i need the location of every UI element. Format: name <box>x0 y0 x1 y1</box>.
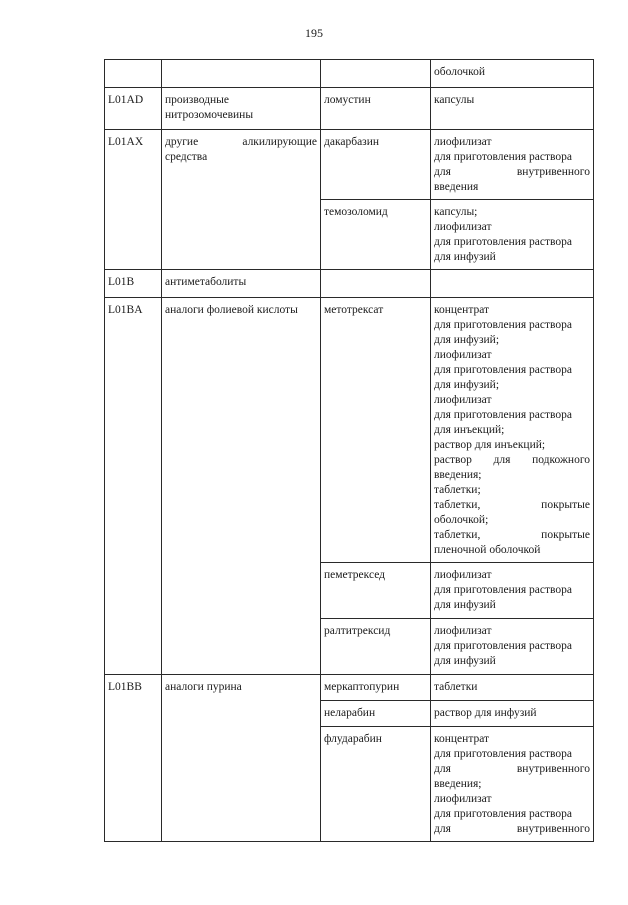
dosage-form-cell: оболочкой <box>431 60 594 88</box>
atc-code-cell: L01AD <box>105 88 162 130</box>
dosage-form-cell <box>431 270 594 298</box>
atc-code-cell <box>105 60 162 88</box>
drug-cell <box>321 270 431 298</box>
table-row <box>105 675 594 701</box>
dosage-form-cell: таблетки <box>431 675 594 701</box>
dosage-form-cell: лиофилизат для приготовления раствора для инфузий <box>431 563 594 619</box>
group-cell <box>162 60 321 88</box>
group-cell: аналоги фолиевой кислоты <box>162 298 321 675</box>
atc-code-cell: L01B <box>105 270 162 298</box>
table-row <box>105 88 594 130</box>
dosage-form-cell: концентрат для приготовления раствора для внутривенного введения; лиофилизат для приготовления раствора для внутривенного <box>431 727 594 842</box>
table-row <box>105 130 594 200</box>
group-cell: антиметаболиты <box>162 270 321 298</box>
drug-cell: дакарбазин <box>321 130 431 200</box>
drug-table <box>104 59 594 842</box>
drug-cell <box>321 60 431 88</box>
group-cell: производные нитрозомочевины <box>162 88 321 130</box>
drug-cell: ралтитрексид <box>321 619 431 675</box>
drug-cell: темозоломид <box>321 200 431 270</box>
drug-cell: неларабин <box>321 701 431 727</box>
group-cell: другие алкилирующие средства <box>162 130 321 270</box>
drug-cell: ломустин <box>321 88 431 130</box>
table-row <box>105 270 594 298</box>
page-number: 195 <box>305 26 323 40</box>
atc-code-cell: L01BA <box>105 298 162 675</box>
table-row <box>105 60 594 88</box>
dosage-form-cell: капсулы <box>431 88 594 130</box>
atc-code-cell: L01AX <box>105 130 162 270</box>
dosage-form-cell: лиофилизат для приготовления раствора для внутривенного введения <box>431 130 594 200</box>
drug-cell: метотрексат <box>321 298 431 563</box>
table-row <box>105 298 594 563</box>
group-cell: аналоги пурина <box>162 675 321 842</box>
dosage-form-cell: лиофилизат для приготовления раствора для инфузий <box>431 619 594 675</box>
dosage-form-cell: капсулы; лиофилизат для приготовления раствора для инфузий <box>431 200 594 270</box>
dosage-form-cell: раствор для инфузий <box>431 701 594 727</box>
drug-cell: флударабин <box>321 727 431 842</box>
dosage-form-cell: концентрат для приготовления раствора для инфузий; лиофилизат для приготовления раствора для инфузий; лиофилизат для приготовления раствора для инъекций; раствор для инъекций; раствор для подкожного введения; таблетки; таблетки, покрытые оболочкой; таблетки, покрытые пленочной оболочкой <box>431 298 594 563</box>
drug-cell: меркаптопурин <box>321 675 431 701</box>
atc-code-cell: L01BB <box>105 675 162 842</box>
drug-cell: пеметрексед <box>321 563 431 619</box>
